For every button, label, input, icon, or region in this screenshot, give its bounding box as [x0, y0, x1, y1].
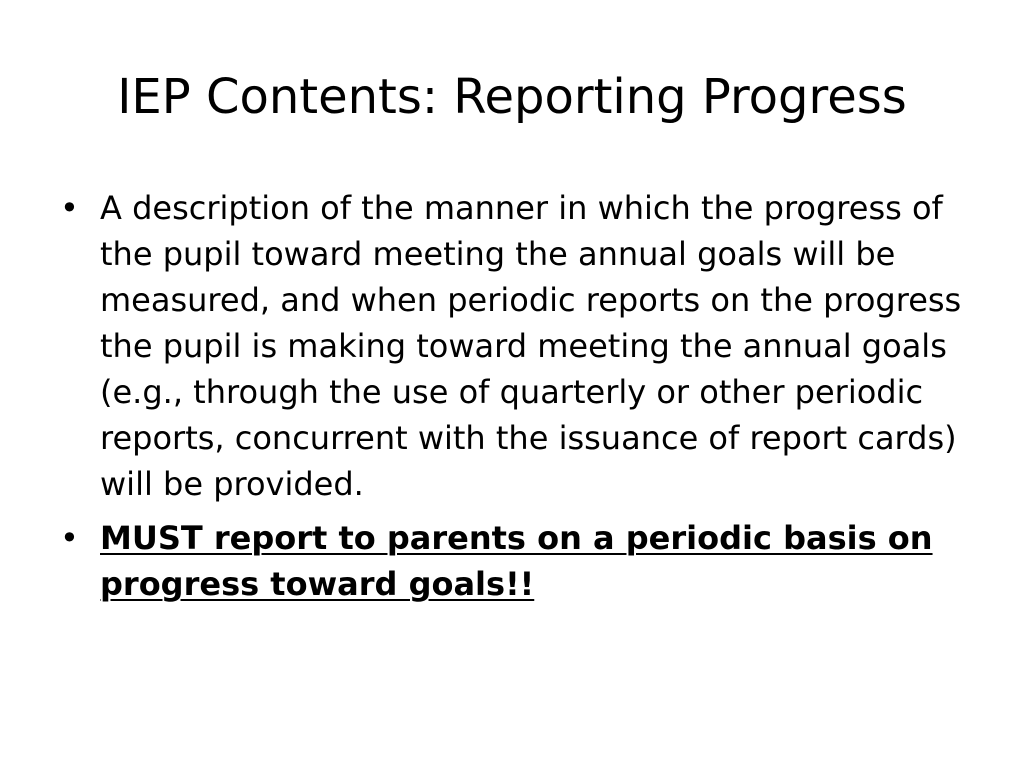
bullet-list: [52, 185, 972, 615]
bullet-marker: •: [60, 519, 79, 557]
bullet-marker: •: [60, 189, 79, 227]
bullet-text-emphasized: MUST report to parents on a periodic basis on progress toward goals!!: [100, 519, 933, 603]
bullet-item-description: [52, 185, 972, 507]
slide-title: IEP Contents: Reporting Progress: [117, 69, 907, 125]
bullet-text: A description of the manner in which the progress of the pupil toward meeting the annual goals will be measured, and when periodic reports on the progress the pupil is making toward meeting the annual goals (e.g., through the use of quarterly or other periodic reports, concurrent with the issuance of report cards) will be provided.: [100, 189, 962, 503]
bullet-item-must-report: [52, 515, 972, 607]
